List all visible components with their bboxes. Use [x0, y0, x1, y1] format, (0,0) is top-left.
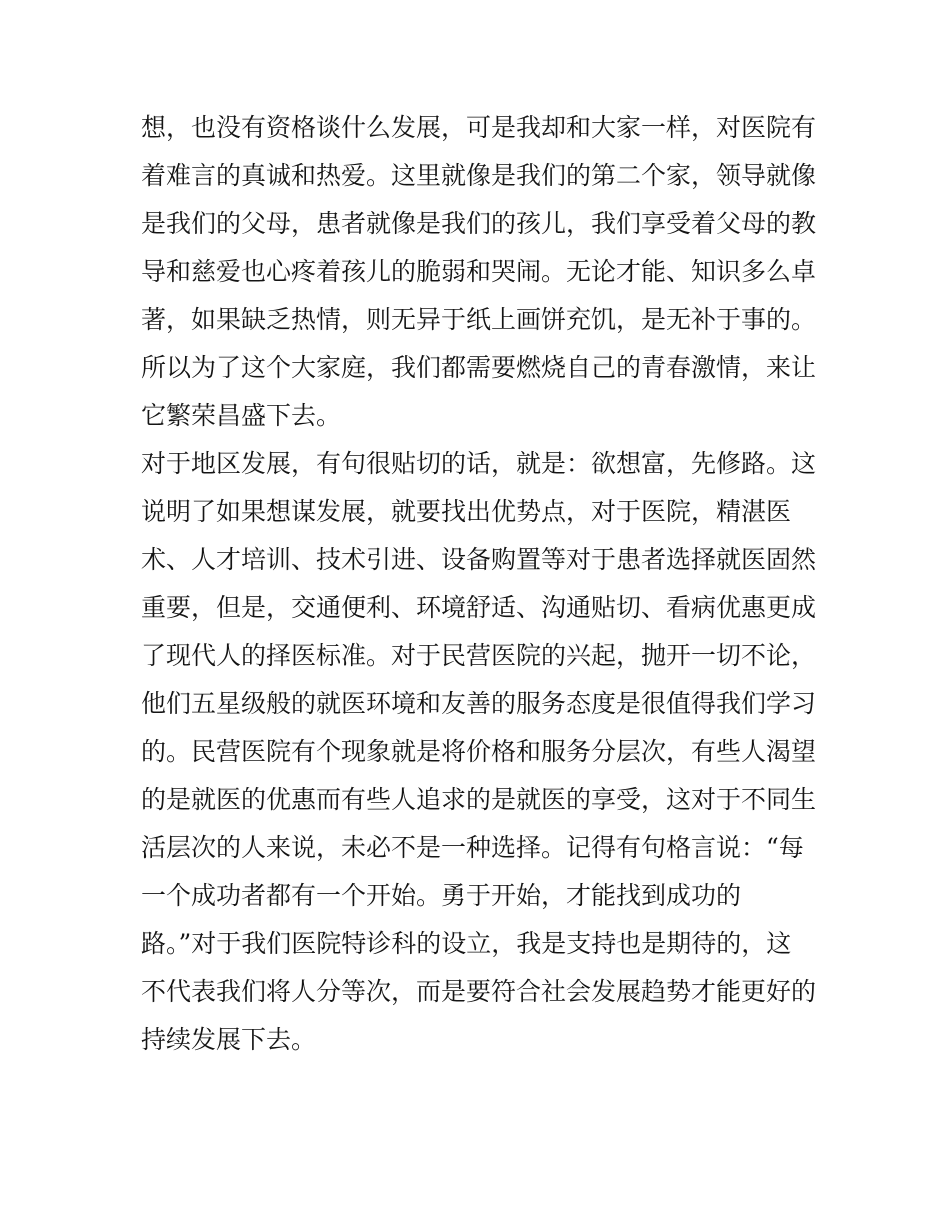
text-line: 所以为了这个大家庭，我们都需要燃烧自己的青春激情，来让 — [141, 353, 817, 382]
text-line: 重要，但是，交通便利、环境舒适、沟通贴切、看病优惠更成 — [141, 593, 817, 622]
text-line: 它繁荣昌盛下去。 — [141, 401, 342, 430]
text-line: 活层次的人来说，未必不是一种选择。记得有句格言说：“每 — [141, 833, 804, 862]
text-line: 著，如果缺乏热情，则无异于纸上画饼充饥，是无补于事的。 — [141, 305, 817, 334]
text-line: 想，也没有资格谈什么发展，可是我却和大家一样，对医院有 — [141, 113, 817, 142]
text-line: 对于地区发展，有句很贴切的话，就是：欲想富，先修路。这 — [141, 449, 817, 478]
text-line: 是我们的父母，患者就像是我们的孩儿，我们享受着父母的教 — [141, 209, 817, 238]
text-line: 术、人才培训、技术引进、设备购置等对于患者选择就医固然 — [141, 545, 817, 574]
text-line: 说明了如果想谋发展，就要找出优势点，对于医院，精湛医 — [141, 497, 792, 526]
body-text — [141, 104, 831, 1064]
text-line: 持续发展下去。 — [141, 1025, 317, 1054]
paragraph-2 — [141, 440, 831, 1064]
text-line: 路。”对于我们医院特诊科的设立，我是支持也是期待的，这 — [141, 929, 792, 958]
text-line: 他们五星级般的就医环境和友善的服务态度是很值得我们学习 — [141, 689, 817, 718]
text-line: 的。民营医院有个现象就是将价格和服务分层次，有些人渴望 — [141, 737, 817, 766]
text-line: 不代表我们将人分等次，而是要符合社会发展趋势才能更好的 — [141, 977, 817, 1006]
text-line: 着难言的真诚和热爱。这里就像是我们的第二个家，领导就像 — [141, 161, 817, 190]
text-line: 导和慈爱也心疼着孩儿的脆弱和哭闹。无论才能、知识多么卓 — [141, 257, 817, 286]
text-line: 了现代人的择医标准。对于民营医院的兴起，抛开一切不论， — [141, 641, 817, 670]
text-line: 一个成功者都有一个开始。勇于开始，才能找到成功的 — [141, 881, 742, 910]
text-line: 的是就医的优惠而有些人追求的是就医的享受，这对于不同生 — [141, 785, 817, 814]
paragraph-1 — [141, 104, 831, 440]
